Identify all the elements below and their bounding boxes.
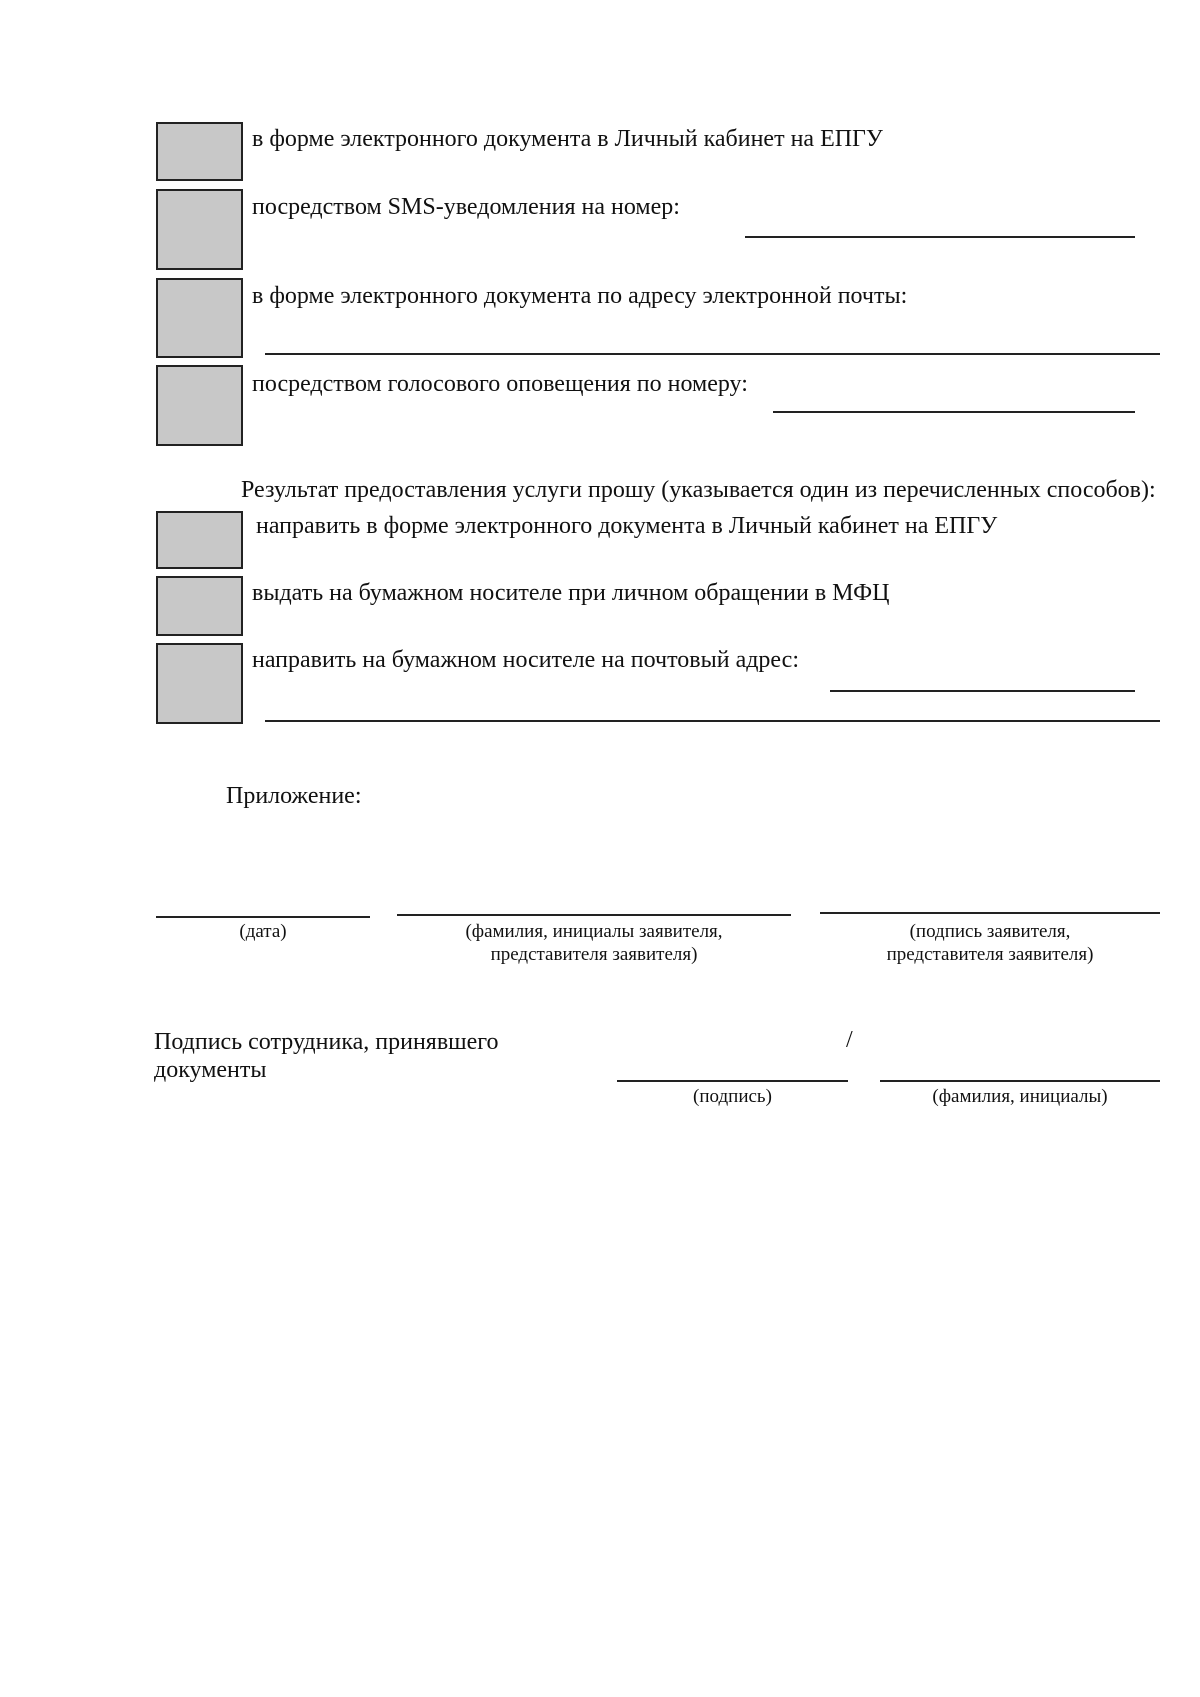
notify-epgu-label: в форме электронного документа в Личный кабинет на ЕПГУ [252, 126, 883, 152]
result-mfc-label: выдать на бумажном носителе при личном обращении в МФЦ [252, 580, 890, 606]
name-caption-line1: (фамилия, инициалы заявителя, [465, 921, 723, 942]
result-mail-label: направить на бумажном носителе на почтовый адрес: [252, 647, 799, 673]
notify-email-label: в форме электронного документа по адресу электронной почты: [252, 283, 908, 309]
staff-separator: / [846, 1027, 853, 1053]
signature-caption-line2: представителя заявителя) [886, 944, 1094, 965]
appendix-label: Приложение: [226, 783, 362, 809]
result-epgu-checkbox[interactable] [156, 511, 243, 569]
staff-signature-field[interactable] [617, 1080, 848, 1082]
staff-name-field[interactable] [880, 1080, 1160, 1082]
notify-sms-label: посредством SMS-уведомления на номер: [252, 194, 680, 220]
signature-caption-line1: (подпись заявителя, [909, 921, 1071, 942]
notify-sms-checkbox[interactable] [156, 189, 243, 270]
staff-signature-caption: (подпись) [693, 1086, 772, 1107]
notify-sms-phone-field[interactable] [745, 236, 1135, 238]
date-caption: (дата) [239, 921, 287, 942]
notify-voice-phone-field[interactable] [773, 411, 1135, 413]
result-mfc-checkbox[interactable] [156, 576, 243, 636]
result-mail-checkbox[interactable] [156, 643, 243, 724]
result-epgu-label: направить в форме электронного документа в Личный кабинет на ЕПГУ [256, 513, 998, 539]
notify-epgu-checkbox[interactable] [156, 122, 243, 181]
staff-label-line2: документы [154, 1057, 267, 1083]
notify-email-checkbox[interactable] [156, 278, 243, 358]
notify-voice-checkbox[interactable] [156, 365, 243, 446]
name-caption-line2: представителя заявителя) [490, 944, 698, 965]
result-mail-address-field-2[interactable] [265, 720, 1160, 722]
staff-name-caption: (фамилия, инициалы) [932, 1086, 1108, 1107]
result-heading: Результат предоставления услуги прошу (указывается один из перечисленных способов): [241, 477, 1156, 503]
applicant-name-field[interactable] [397, 914, 791, 916]
notify-voice-label: посредством голосового оповещения по номеру: [252, 371, 748, 397]
staff-label-line1: Подпись сотрудника, принявшего [154, 1029, 499, 1055]
notify-email-address-field[interactable] [265, 353, 1160, 355]
result-mail-address-field-1[interactable] [830, 690, 1135, 692]
date-field[interactable] [156, 916, 370, 918]
applicant-signature-field[interactable] [820, 912, 1160, 914]
